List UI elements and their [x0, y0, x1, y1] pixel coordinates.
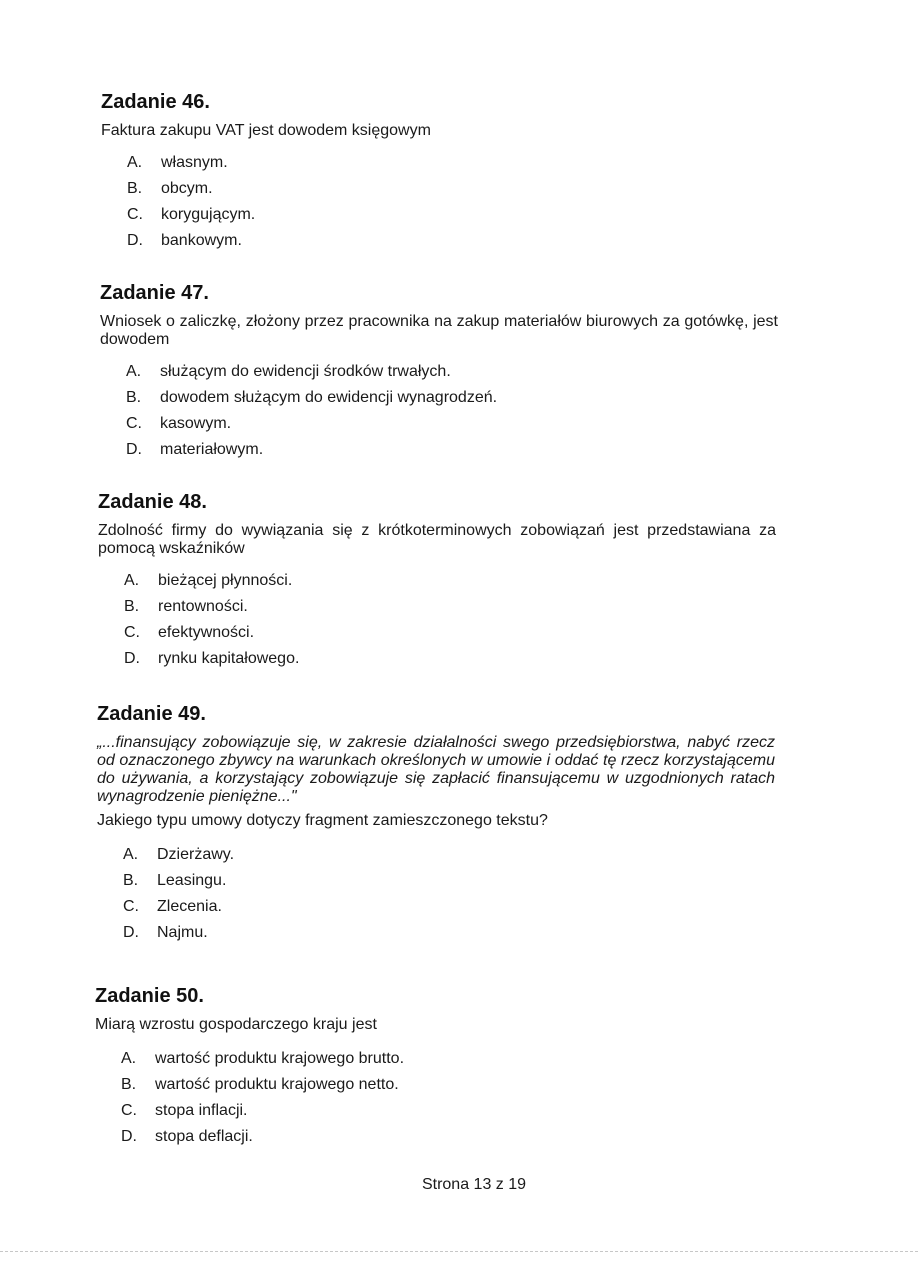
answer-letter: B.: [123, 872, 139, 889]
answer-text: efektywności.: [158, 624, 255, 641]
answer-d: [127, 228, 791, 254]
answer-text: kasowym.: [160, 415, 232, 432]
answer-text: wartość produktu krajowego brutto.: [155, 1050, 405, 1067]
task-50: [95, 984, 785, 1150]
answer-text: bankowym.: [161, 232, 242, 249]
answer-letter: A.: [123, 846, 139, 863]
task-47: [100, 281, 778, 463]
task-49: [97, 702, 775, 946]
answer-text: Zlecenia.: [157, 898, 222, 915]
answer-a: [124, 568, 776, 594]
answer-d: [126, 437, 778, 463]
answer-b: [126, 385, 778, 411]
answer-letter: D.: [123, 924, 139, 941]
answer-letter: A.: [124, 572, 140, 589]
answer-text: rentowności.: [158, 598, 248, 615]
answer-letter: C.: [121, 1102, 137, 1119]
answer-text: stopa inflacji.: [155, 1102, 248, 1119]
answer-letter: D.: [121, 1128, 137, 1145]
answer-text: obcym.: [161, 180, 213, 197]
answer-b: [121, 1072, 785, 1098]
answer-letter: B.: [126, 389, 142, 406]
task-title: Zadanie 46.: [101, 91, 210, 113]
task-title: Zadanie 47.: [100, 282, 209, 304]
answer-text: stopa deflacji.: [155, 1128, 253, 1145]
task-question: Zdolność firmy do wywiązania się z krótkoterminowych zobowiązań jest przedstawiana za pomocą wskaźników: [98, 522, 776, 557]
answer-letter: B.: [121, 1076, 137, 1093]
answer-a: [123, 842, 775, 868]
answer-text: materiałowym.: [160, 441, 264, 458]
answer-a: [127, 150, 791, 176]
task-title: Zadanie 49.: [97, 703, 206, 725]
answer-d: [124, 646, 776, 672]
answer-letter: B.: [127, 180, 143, 197]
answer-letter: C.: [124, 624, 140, 641]
answer-c: [123, 894, 775, 920]
task-title: Zadanie 50.: [95, 985, 204, 1007]
answer-a: [126, 359, 778, 385]
answer-text: korygującym.: [161, 206, 256, 223]
answer-c: [126, 411, 778, 437]
answer-d: [121, 1124, 785, 1150]
answer-letter: D.: [124, 650, 140, 667]
task-title: Zadanie 48.: [98, 491, 207, 513]
answer-c: [124, 620, 776, 646]
answer-a: [121, 1046, 785, 1072]
task-46: [101, 90, 791, 254]
quoted-fragment: „...finansujący zobowiązuje się, w zakresie działalności swego przedsiębiorstwa, nabyć rzecz od oznaczonego zbywcy na warunkach określonych w umowie i oddać tę rzecz korzystającemu do używania, a korzystający zobowiązuje się zapłacić finansującemu w uzgodnionych ratach wynagrodzenie pieniężne...": [97, 734, 775, 805]
answer-text: własnym.: [161, 154, 228, 171]
task-question: Faktura zakupu VAT jest dowodem księgowym: [101, 122, 431, 139]
answer-letter: A.: [121, 1050, 137, 1067]
answer-b: [124, 594, 776, 620]
answer-list: [121, 1046, 785, 1150]
answer-list: [127, 150, 791, 254]
page-number: Strona 13 z 19: [421, 1176, 527, 1193]
answer-c: [121, 1098, 785, 1124]
answer-c: [127, 202, 791, 228]
answer-letter: C.: [126, 415, 142, 432]
answer-letter: C.: [123, 898, 139, 915]
answer-list: [126, 359, 778, 463]
answer-letter: A.: [126, 363, 142, 380]
answer-text: rynku kapitałowego.: [158, 650, 300, 667]
answer-text: Najmu.: [157, 924, 208, 941]
task-question: Miarą wzrostu gospodarczego kraju jest: [95, 1016, 377, 1033]
answer-letter: A.: [127, 154, 143, 171]
answer-list: [124, 568, 776, 672]
answer-text: dowodem służącym do ewidencji wynagrodzeń.: [160, 389, 498, 406]
answer-letter: D.: [126, 441, 142, 458]
scan-edge-divider: [0, 1251, 918, 1253]
answer-text: służącym do ewidencji środków trwałych.: [160, 363, 451, 380]
answer-letter: C.: [127, 206, 143, 223]
answer-letter: D.: [127, 232, 143, 249]
task-question: Wniosek o zaliczkę, złożony przez pracownika na zakup materiałów biurowych za gotówkę, jest dowodem: [100, 313, 778, 348]
answer-letter: B.: [124, 598, 140, 615]
answer-text: wartość produktu krajowego netto.: [155, 1076, 399, 1093]
answer-list: [123, 842, 775, 946]
answer-text: bieżącej płynności.: [158, 572, 293, 589]
answer-text: Dzierżawy.: [157, 846, 235, 863]
answer-text: Leasingu.: [157, 872, 227, 889]
answer-d: [123, 920, 775, 946]
answer-b: [123, 868, 775, 894]
answer-b: [127, 176, 791, 202]
task-48: [98, 490, 776, 672]
task-question: Jakiego typu umowy dotyczy fragment zamieszczonego tekstu?: [97, 812, 548, 829]
